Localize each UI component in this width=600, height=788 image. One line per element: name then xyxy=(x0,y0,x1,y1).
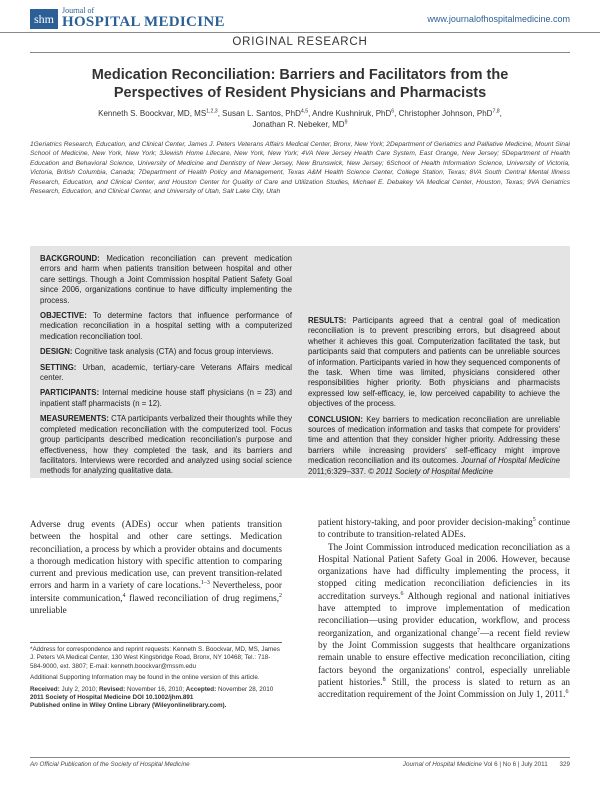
intro-paragraph: Adverse drug events (ADEs) occur when patients transition between the hospital and other care settings. Medication reconciliation, a process by which a provider obtains and documents a thorough medication history with specific attention to comparing current and previous medication use, can prevent transition-related errors and harm in a variety of care locations.$^{1-3}$ Nevertheless, poor intersite communication,$^4$ flawed reconciliation of drug regimens,$^2$ unreliable xyxy=(30,519,282,616)
body-paragraph: patient history-taking, and poor provider decision-making$^5$ continue to contribute to transition-related ADEs. xyxy=(318,516,571,540)
reference-marker[interactable]: 8 xyxy=(382,676,386,683)
citation-detail: 2011;6:329–337. xyxy=(308,466,366,476)
section-label: ORIGINAL RESEARCH xyxy=(232,36,368,48)
journal-header xyxy=(0,0,600,33)
footer-journal: Journal of Hospital Medicine xyxy=(402,761,482,768)
article-title: Medication Reconciliation: Barriers and Facilitators from the Perspectives of Resident Physicians and Pharmacists xyxy=(91,67,509,101)
reference-marker[interactable]: 6 xyxy=(565,689,569,696)
conclusion-label: CONCLUSION: xyxy=(308,414,364,424)
author-affil-ref: 1,2,3 xyxy=(206,108,218,115)
reference-marker[interactable]: 2 xyxy=(279,592,282,599)
journal-name-small: Journal of xyxy=(62,6,95,15)
footer-society: An Official Publication of the Society of Hospital Medicine xyxy=(30,761,190,768)
author-list: Kenneth S. Boockvar, MD, MS$^{1,2,3}$, Susan L. Santos, PhD$^{4,5}$, Andre Kushniruk, PhD$^6$, Christopher Johnson, PhD$^{7,8}$, Jonathan R. Nebeker, $MD^9$ xyxy=(98,108,502,129)
page-number: 329 xyxy=(559,761,570,768)
participants-label: PARTICIPANTS: xyxy=(40,388,100,398)
measurements-label: MEASUREMENTS: xyxy=(40,414,109,424)
design-text: Cognitive task analysis (CTA) and focus group interviews. xyxy=(74,347,274,357)
doi-line: 2011 Society of Hospital Medicine DOI 10.1002/jhm.891 xyxy=(30,694,194,702)
citation-journal: Journal of Hospital Medicine xyxy=(460,456,560,466)
reference-marker[interactable]: 4 xyxy=(122,592,126,599)
shm-logo-icon: shm xyxy=(30,9,58,29)
footer-divider xyxy=(30,757,570,758)
footer-journal-info xyxy=(403,761,570,768)
author-name: Jonathan R. Nebeker, MD xyxy=(252,120,345,129)
conclusion-text: Key barriers to medication reconciliation are unreliable sources of medication information and tasks that compete for providers' time and attention that they consider higher priority. Addressing these barriers while increasing providers' self-efficacy might improve medication reconciliation and its outcomes. xyxy=(308,414,561,466)
section-divider xyxy=(30,52,570,53)
author-name: Andre Kushniruk, PhD xyxy=(312,109,392,118)
measurements-text: CTA participants verbalized their thoughts while they completed medication reconciliation with the computerized tool. Focus group participants described medication reconciliation's purpose and effectiveness, how they completed the task, and its barriers and facilitators. Interviews were recorded and analyzed using social science methods for analyzing qualitative data. xyxy=(40,414,293,476)
setting-text: Urban, academic, tertiary-care Veterans Affairs medical center. xyxy=(40,362,292,383)
background-text: Medication reconciliation can prevent medication errors and harm when patients transition between hospital and other care settings. Though a Joint Commission hospital Patient Safety Goal since 2006, organizations continue to have difficulty implementing the process. xyxy=(40,254,292,305)
reference-marker[interactable]: 1–3 xyxy=(200,580,210,587)
reference-marker[interactable]: 6 xyxy=(400,590,404,597)
background-label: BACKGROUND: xyxy=(40,254,100,263)
reference-marker[interactable]: 7 xyxy=(477,627,481,634)
objective-text: To determine factors that influence performance of medication reconciliation in a hospital setting with a computerized medication reconciliation tool. xyxy=(40,311,292,341)
body-column-left xyxy=(30,518,282,616)
article-dates: Received: July 2, 2010; Revised: November 16, 2010; Accepted: November 28, 2010 2011 Society of Hospital Medicine DOI 10.1002/jhm.891 Published online in Wiley Online Library (Wileyonlinelibrary.com). xyxy=(30,685,274,710)
setting-label: SETTING: xyxy=(40,362,77,372)
correspondence-address: *Address for correspondence and reprint requests: Kenneth S. Boockvar, MD, MS, James J. Peters VA Medical Center, 130 West Kingsbridge Road, Bronx, NY 10468; Tel.: 718-584-9000, ext. 3807; E-mail: kenneth.boockvar@mssm.edu xyxy=(30,646,280,670)
author-affil-ref: 4,5 xyxy=(300,108,309,115)
abstract xyxy=(30,246,570,478)
footnote-divider xyxy=(30,642,282,643)
participants-text: Internal medicine house staff physicians (n = 23) and inpatient staff pharmacists (n = 12). xyxy=(40,388,293,408)
journal-logo xyxy=(30,7,225,30)
author-affil-ref: 9 xyxy=(344,119,348,126)
journal-url[interactable]: www.journalofhospitalmedicine.com xyxy=(427,14,570,24)
results-text: Participants agreed that a central goal of medication reconciliation is to prevent prescribing errors, but disagreed about whether it achieves this goal. Computerization facilitated the task, but participants said that computers and patients can be unreliable sources of information. Participants varied in how they sequenced components of the task. When time was limited, physicians considered other responsibilities higher priority. Both physicians and pharmacists expressed low self-efficacy, ie, low perceived capability to achieve the objectives of the process. xyxy=(308,316,561,409)
author-affil-ref: 7,8 xyxy=(492,108,500,115)
author-name: Kenneth S. Boockvar, MD, MS xyxy=(98,109,207,118)
published-online-line: Published online in Wiley Online Library (Wileyonlinelibrary.com). xyxy=(30,702,227,710)
objective-label: OBJECTIVE: xyxy=(40,311,87,321)
author-name: Christopher Johnson, PhD xyxy=(398,109,493,118)
body-column-right xyxy=(318,516,570,700)
abstract-copyright: © 2011 Society of Hospital Medicine xyxy=(368,466,493,476)
footer-volume: Vol 6 | No 6 | July 2011 xyxy=(483,761,548,768)
journal-name: HOSPITAL MEDICINE xyxy=(62,14,225,30)
body-paragraph: The Joint Commission introduced medication reconciliation as a Hospital National Patient Safety Goal in 2006. However, because organizations have had difficulty implementing the process, it stopped citing medication reconciliation deficiencies in its accreditation surveys.$^6$ Although regional and national initiatives have attempted to improve implementation of medication reconciliation—using provider education, workflow, and process reorganization, and organizational change$^7$—a recent field review by the Joint Commission suggests that healthcare organizations remain unable to ensure effective medication reconciliation, citing factors beyond the organizations' control, especially unreliable patient histories.$^8$ Still, the process is slated to return as an accreditation requirement of the Joint Commission on July 1, 2011.$^6$ xyxy=(318,541,570,700)
correspondence-footnote xyxy=(30,646,282,714)
results-label: RESULTS: xyxy=(308,316,347,325)
author-affil-ref: 6 xyxy=(391,108,395,115)
design-label: DESIGN: xyxy=(40,347,73,357)
supporting-info-note: Additional Supporting Information may be found in the online version of this article. xyxy=(30,674,260,682)
author-name: Susan L. Santos, PhD xyxy=(222,109,301,118)
abstract-column-right xyxy=(308,254,561,476)
abstract-column-left xyxy=(40,254,293,476)
affiliations: 1Geriatrics Research, Education, and Clinical Center, James J. Peters Veterans Affairs Medical Center, Bronx, New York; 2Department of Geriatrics and Palliative Medicine, Mount Sinai School of Medicine, New York, New York; 3Jewish Home Lifecare, New York, New York; 4VA New Jersey Health Care System, East Orange, New Jersey; 5Department of Health Education and Behavioral Science, University of Medicine and Dentistry of New Jersey, New Brunswick, New Jersey; 6School of Health Information Science, University of Victoria, Victoria, British Columbia, Canada; 7Department of Health Policy and Management, Texas A&M Health Science Center, College Station, Texas; 8VA South Central Mental Illness Research, Education, and Clinical Center, and Houston Center for Quality of Care and Utilization Studies, Michael E. Debakey VA Medical Center, Houston, Texas; 9VA Geriatrics Research, Education, and Clinical Center, and University of Utah, Salt Lake City, Utah xyxy=(30,141,570,196)
reference-marker[interactable]: 5 xyxy=(532,516,536,523)
